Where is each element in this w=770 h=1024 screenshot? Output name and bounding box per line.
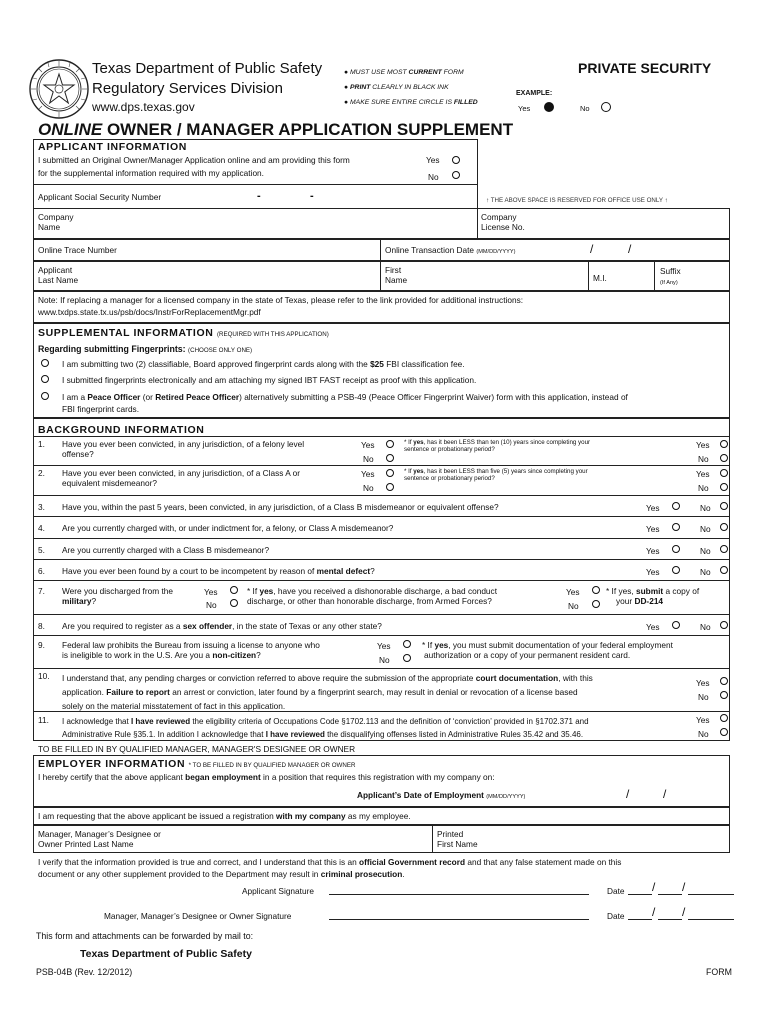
q7-followup-no-radio[interactable] [592,600,600,608]
q5-yes-radio[interactable] [672,545,680,553]
q7-followup-yes-label: Yes [566,587,580,597]
q5-no-label: No [700,546,711,556]
instruction-fill-circle: ● MAKE SURE ENTIRE CIRCLE IS FILLED [344,99,478,106]
q5-yes-label: Yes [646,546,660,556]
submitted-yes-radio[interactable] [452,156,460,164]
q10-yes-radio[interactable] [720,677,728,685]
trace-number-label: Online Trace Number [38,245,117,255]
submitted-no-radio[interactable] [452,171,460,179]
applicant-date-slash-2: / [682,880,686,894]
q9-followup: * If yes, you must submit documentation of your federal employment authorization or a copy of your permanent resident card. [422,640,673,660]
q7-followup: * If yes, have you received a dishonorable discharge, a bad conduct discharge, or other than honorable discharge, from Armed Forces? [247,586,498,606]
q4-number: 4. [38,523,45,533]
q1-followup-no-label: No [698,454,709,464]
q6-no-label: No [700,567,711,577]
website-link[interactable]: www.dps.texas.gov [92,100,195,114]
q3-no-label: No [700,503,711,513]
q9-no-label: No [379,655,390,665]
q7-no-label: No [206,600,217,610]
date-of-employment-label: Applicant’s Date of Employment (MM/DD/YYYY) [357,790,526,800]
transaction-date-label: Online Transaction Date (MM/DD/YYYY) [385,245,516,255]
q11-number: 11. [38,715,49,725]
manager-date-slash-2: / [682,905,686,919]
q2-no-label: No [363,483,374,493]
q1-followup: * If yes, has it been LESS than ten (10) years since completing your sentence or probationary period? [404,439,591,453]
employer-heading: EMPLOYER INFORMATION * TO BE FILLED IN BY QUALIFIED MANAGER OR OWNER [38,758,356,770]
q11-text: I acknowledge that I have reviewed the eligibility criteria of Occupations Code §1702.113 and the definition of ‘conviction’ provided in §1702.371 and Administrative Rule §35.1. In addition I acknowledge that I have reviewed the disqualifying offenses listed in Administrative Rules 35.42 and 35.46. [62,717,589,739]
q2-yes-radio[interactable] [386,469,394,477]
suffix-label: Suffix (If Any) [660,266,681,286]
instruction-current-form: ● MUST USE MOST CURRENT FORM [344,69,464,76]
q6-text: Have you ever been found by a court to be incompetent by reason of mental defect? [62,566,375,576]
applicant-signature-line[interactable] [329,884,589,895]
q7-dd214-note: * If yes, submit a copy of your DD-214 [606,586,700,606]
q9-number: 9. [38,640,45,650]
q1-no-label: No [363,454,374,464]
company-license-label: Company License No. [481,212,525,232]
fingerprint-option-2-radio[interactable] [41,375,49,383]
employment-certification: I hereby certify that the above applicant began employment in a position that requires this registration with my company on: [38,772,495,782]
q8-yes-radio[interactable] [672,621,680,629]
example-yes-label: Yes [518,104,531,113]
applicant-signature-label: Applicant Signature [242,886,314,896]
ssn-dash-2: - [310,190,314,202]
mi-label: M.I. [593,273,607,283]
q11-no-radio[interactable] [720,728,728,736]
q11-no-label: No [698,729,709,739]
q3-yes-radio[interactable] [672,502,680,510]
q6-yes-label: Yes [646,567,660,577]
form-title: ONLINE OWNER / MANAGER APPLICATION SUPPLEMENT [38,120,514,139]
q10-yes-label: Yes [696,678,710,688]
q8-no-label: No [700,622,711,632]
q6-yes-radio[interactable] [672,566,680,574]
q7-followup-no-label: No [568,601,579,611]
q4-no-label: No [700,524,711,534]
q8-yes-label: Yes [646,622,660,632]
form-number: PSB-04B (Rev. 12/2012) [36,967,133,977]
q7-followup-yes-radio[interactable] [592,586,600,594]
q5-text: Are you currently charged with a Class B misdemeanor? [62,545,270,555]
applicant-date-slash-1: / [652,880,656,894]
fingerprint-option-3-text-line2: FBI fingerprint cards. [62,404,140,414]
q3-no-radio[interactable] [720,502,728,510]
applicant-date-day[interactable] [658,884,682,895]
q4-no-radio[interactable] [720,523,728,531]
manager-first-name-label: Printed First Name [437,829,478,849]
submitted-yes-label: Yes [426,155,440,165]
q4-yes-radio[interactable] [672,523,680,531]
q2-followup-no-label: No [698,483,709,493]
fingerprint-option-1-radio[interactable] [41,359,49,367]
q1-followup-yes-radio[interactable] [720,440,728,448]
q1-number: 1. [38,439,45,449]
manager-signature-label: Manager, Manager’s Designee or Owner Signature [104,911,292,921]
q9-no-radio[interactable] [403,654,411,662]
q8-number: 8. [38,621,45,631]
q4-text: Are you currently charged with, or under indictment for, a felony, or Class A misdemeanor? [62,523,394,533]
q2-followup-yes-radio[interactable] [720,469,728,477]
manager-date-label: Date [607,911,625,921]
q6-number: 6. [38,566,45,576]
manager-date-day[interactable] [658,909,682,920]
q8-text: Are you required to register as a sex offender, in the state of Texas or any other state? [62,621,382,631]
fingerprint-option-3-text: I am a Peace Officer (or Retired Peace Officer) alternatively submitting a PSB-49 (Peace Officer Fingerprint Waiver) form with this application, instead of [62,392,628,402]
mail-instruction: This form and attachments can be forwarded by mail to: [36,931,254,941]
ssn-dash-1: - [257,190,261,202]
q3-text: Have you, within the past 5 years, been convicted, in any jurisdiction, of a Class B misdemeanor or equivalent offense? [62,502,499,512]
q3-number: 3. [38,502,45,512]
q3-yes-label: Yes [646,503,660,513]
replacement-note-link[interactable]: www.txdps.state.tx.us/psb/docs/InstrForReplacementMgr.pdf [38,307,261,317]
q2-no-radio[interactable] [386,483,394,491]
q1-yes-label: Yes [361,440,375,450]
q5-no-radio[interactable] [720,545,728,553]
q1-followup-yes-label: Yes [696,440,710,450]
q8-no-radio[interactable] [720,621,728,629]
employer-filled-by-note: TO BE FILLED IN BY QUALIFIED MANAGER, MANAGER'S DESIGNEE OR OWNER [38,744,356,754]
q7-yes-radio[interactable] [230,586,238,594]
q1-text: Have you ever been convicted, in any jurisdiction, of a felony level offense? [62,439,305,459]
q1-yes-radio[interactable] [386,440,394,448]
company-name-label: Company Name [38,212,74,232]
example-empty-radio-icon [601,102,611,112]
manager-date-slash-1: / [652,905,656,919]
q10-no-label: No [698,692,709,702]
submitted-online-question: I submitted an Original Owner/Manager Application online and am providing this form [38,155,350,165]
ssn-label: Applicant Social Security Number [38,192,162,202]
employment-date-slash-1: / [626,787,630,801]
dps-seal-icon [28,58,90,120]
fingerprint-option-2-text: I submitted fingerprints electronically and am attaching my signed IBT FAST receipt as proof with this application. [62,375,477,385]
q10-text: I understand that, any pending charges or conviction referred to above require the submission of the appropriate court documentation, with this application. Failure to report an arrest or conviction, later found by a fingerprint search, may result in denial or revocation of a license based solely on the material misstatement of fact in this application. [62,673,593,711]
q9-yes-radio[interactable] [403,640,411,648]
q5-number: 5. [38,545,45,555]
manager-date-month[interactable] [628,909,652,920]
q9-text: Federal law prohibits the Bureau from issuing a license to anyone who is ineligible to work in the U.S. Are you a non-citizen? [62,640,320,660]
fingerprint-option-3-radio[interactable] [41,392,49,400]
fingerprints-subheading: Regarding submitting Fingerprints: (CHOOSE ONLY ONE) [38,344,253,354]
office-use-note: ↑ THE ABOVE SPACE IS RESERVED FOR OFFICE USE ONLY ↑ [486,197,668,204]
q10-no-radio[interactable] [720,691,728,699]
form-label: FORM [706,967,732,977]
example-label: EXAMPLE: [516,90,553,97]
fingerprint-option-1-text: I am submitting two (2) classifiable, Board approved fingerprint cards along with the $25 FBI classification fee. [62,359,465,369]
first-name-label: First Name [385,265,408,285]
q2-text: Have you ever been convicted, in any jurisdiction, of a Class A or equivalent misdemeanor? [62,468,300,488]
transaction-date-slash-1: / [590,242,594,256]
background-heading: BACKGROUND INFORMATION [38,424,205,436]
agency-name: Texas Department of Public Safety [92,60,323,77]
q9-yes-label: Yes [377,641,391,651]
q1-no-radio[interactable] [386,454,394,462]
q11-yes-label: Yes [696,715,710,725]
q2-followup: * If yes, has it been LESS than five (5) years since completing your sentence or probationary period? [404,468,588,482]
submitted-no-label: No [428,172,439,182]
applicant-info-heading: APPLICANT INFORMATION [38,141,187,153]
q7-no-radio[interactable] [230,599,238,607]
employment-date-slash-2: / [663,787,667,801]
transaction-date-slash-2: / [628,242,632,256]
manager-last-name-label: Manager, Manager’s Designee or Owner Printed Last Name [38,829,161,849]
supplemental-heading: SUPPLEMENTAL INFORMATION (REQUIRED WITH THIS APPLICATION) [38,327,329,339]
manager-signature-line[interactable] [329,909,589,920]
registration-request: I am requesting that the above applicant be issued a registration with my company as my employee. [38,811,411,821]
q7-text: Were you discharged from the military? [62,586,173,606]
mail-agency: Texas Department of Public Safety [80,948,252,960]
q1-followup-no-radio[interactable] [720,454,728,462]
manager-date-year[interactable] [688,909,734,920]
q2-number: 2. [38,468,45,478]
example-filled-radio-icon [544,102,554,112]
verification-statement: I verify that the information provided is true and correct, and I understand that this is an official Government record and that any false statement made on this document or any other supplement provided to the Department may result in criminal prosecution. [38,857,622,879]
q6-no-radio[interactable] [720,566,728,574]
q4-yes-label: Yes [646,524,660,534]
q2-followup-no-radio[interactable] [720,483,728,491]
applicant-date-month[interactable] [628,884,652,895]
applicant-date-year[interactable] [688,884,734,895]
q10-number: 10. [38,671,50,681]
q2-followup-yes-label: Yes [696,469,710,479]
replacement-note: Note: If replacing a manager for a licensed company in the state of Texas, please refer to the link provided for additional instructions: [38,295,524,305]
applicant-last-name-label: Applicant Last Name [38,265,79,285]
q7-number: 7. [38,586,45,596]
q7-yes-label: Yes [204,587,218,597]
form-category: PRIVATE SECURITY [578,60,712,76]
submitted-online-question-line2: for the supplemental information required with my application. [38,168,264,178]
division-name: Regulatory Services Division [92,80,283,97]
q2-yes-label: Yes [361,469,375,479]
example-no-label: No [580,104,590,113]
q11-yes-radio[interactable] [720,714,728,722]
applicant-date-label: Date [607,886,625,896]
instruction-print-clearly: ● PRINT CLEARLY IN BLACK INK [344,84,449,91]
